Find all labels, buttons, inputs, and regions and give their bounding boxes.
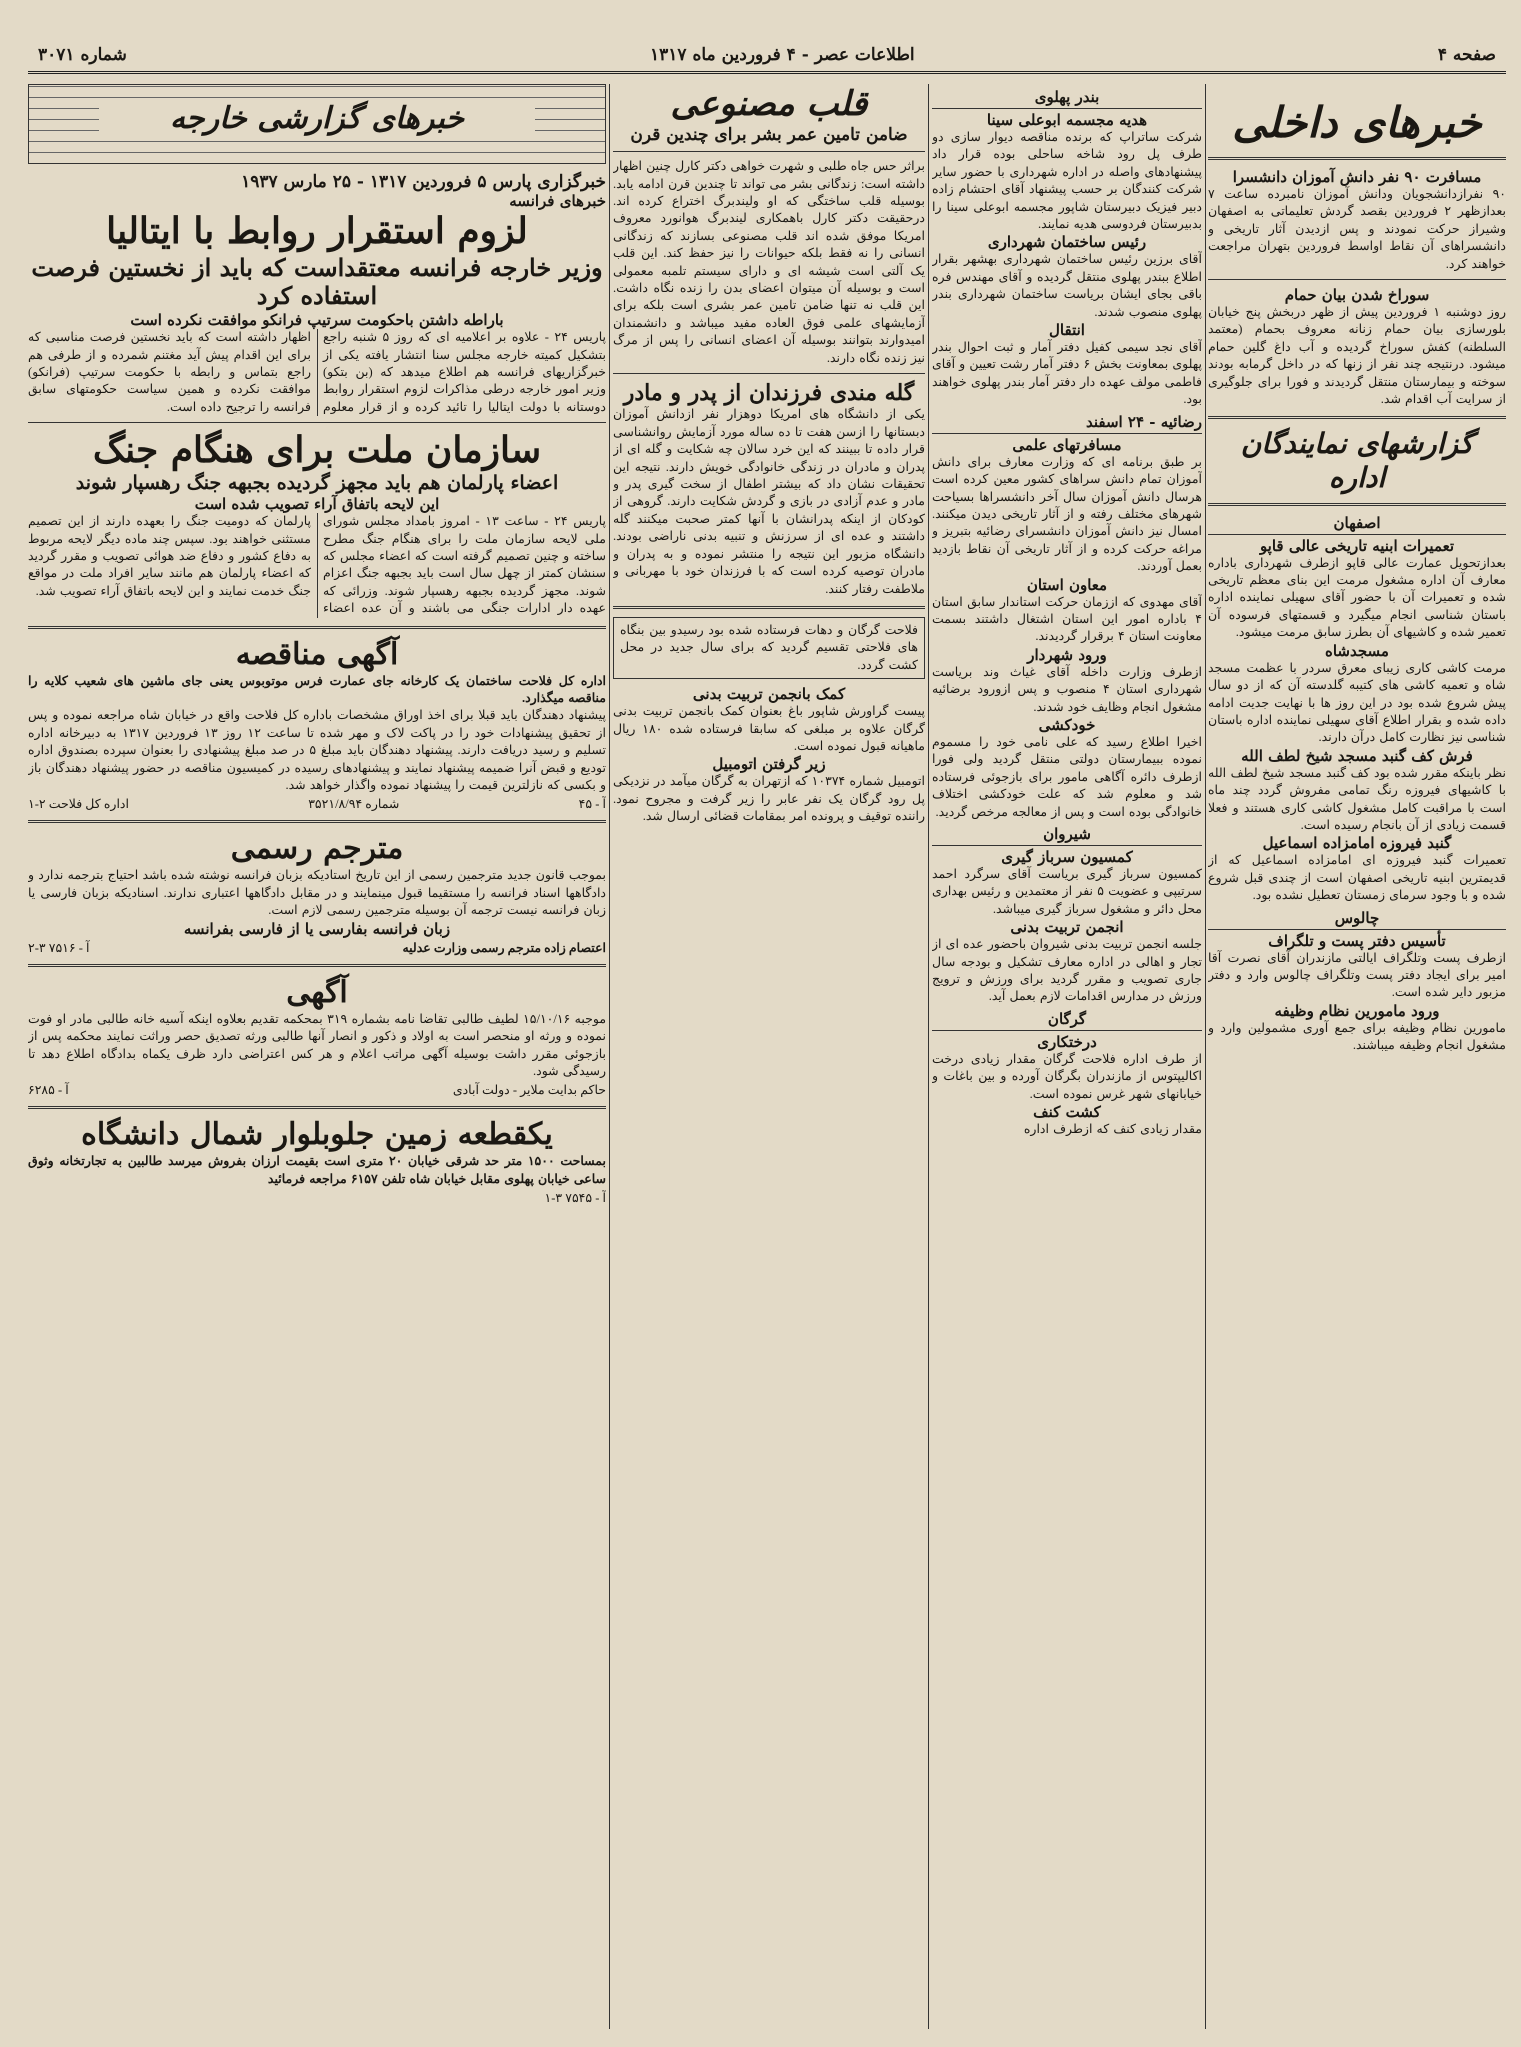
article-title: تعمیرات ابنیه تاریخی عالی قاپو (1259, 536, 1455, 555)
headline-sub2: باراطه داشتن باحکومت سرتیپ فرانکو موافقت نکرده است (130, 311, 504, 330)
article-title: کمسیون سرباز گیری (1001, 848, 1133, 866)
ad-signer: اعتصام زاده مترجم رسمی وزارت عدلیه (402, 940, 606, 955)
ad-body: بمساحت ۱۵۰۰ متر حد شرقی خیابان ۲۰ متری است بقیمت ارزان بفروش میرسد طالبین به تجارتخانه وثوق ساعی خیابان پهلوی مقابل خیابان شاه تلفن ۶۱۵۷ مراجعه فرمائید (28, 1154, 606, 1186)
article-body: پاریس ۲۴ - علاوه بر اعلامیه ای که روز ۵ شنبه راجع بتشکیل کمیته خارجه مجلس سنا انتشار یافته یکی از خبرگزاریهای فرانسه هم اطلاع میدهد که (بن بتکو) وزیر امور خارجه درطی مذاکرات لزوم استقرار روابط دوستانه با دولت ایتالیا را تائید کرده و از قرار معلوم اظهار داشته است که باید نخستین فرصت مناسبی که برای این اقدام پیش آید مغتنم شمرده و از طرفی هم راجع بتماس و رابطه با حکومت سرتیپ (فرانکو) موافقت نکرده و همین سیاست حکومتهای سابق فرانسه را ترجیح داده است. (28, 330, 606, 414)
city-heading: رضائیه - ۲۴ اسفند (932, 413, 1202, 434)
article-body: ۹۰ نفرازدانشجویان ودانش آموزان نامبرده ساعت ۷ بعدازظهر ۲ فروردین بقصد گردش تعلیماتی به اصفهان وشیراز حرکت نمودند و پس ازدیدن آثار تاریخی و دانشسراهای آن نقاط اواسط فروردین بتهران مراجعت خواهند کرد. (1208, 187, 1506, 271)
headline: سازمان ملت برای هنگام جنگ (92, 429, 542, 472)
article-body: آقای مهدوی که اززمان حرکت استاندار سابق استان ۴ باداره امور این استان اشتغال داشتند بسمت معاونت استان ۴ برقرار گردیدند. (932, 594, 1202, 644)
ad-lead: اداره کل فلاحت ساختمان یک کارخانه جای عمارت فرس موتوبوس یعنی جای ماشین های شعیب کلایه را مناقصه میگذارد. (28, 673, 606, 706)
article-body: فلاحت گرگان و دهات فرستاده شده بود رسیدو بین بنگاه های فلاحتی تقسیم گردید که برای سال جدید در محل کشت گردد. (620, 622, 918, 672)
article-title: سوراخ شدن بیان حمام (1284, 286, 1430, 305)
city-heading: چالوس (1208, 909, 1506, 930)
article-title: زیر گرفتن اتومبیل (712, 755, 826, 774)
city-heading: شیروان (932, 825, 1202, 846)
section-label: خبرهای فرانسه (509, 192, 606, 211)
article-body: ازطرف وزارت داخله آقای غیاث وند بریاست شهرداری استان ۴ منصوب و پس ازورود برضائیه مشغول انجام وظایف خود شدند. (932, 664, 1202, 714)
ad-title: مترجم رسمی (230, 831, 404, 867)
city-heading: بندر پهلوی (932, 88, 1202, 109)
article-body: اخیرا اطلاع رسید که علی نامی خود را مسموم نموده ببیمارستان دولتی منتقل گردید ولی فورا ازطرف دائره آگاهی مامور برای بازجوئی فرستاده شد و معلوم شد که علت خودکشی اختلاف خانوادگی بوده است و پس از معالجه مرخص گردید. (932, 734, 1202, 819)
ad-body: بموجب قانون جدید مترجمین رسمی از این تاریخ استادیکه بزبان فرانسه نوشته شده باشد احتیاج بترجمه ندارد و دادگاهها اسناد فرانسه را مستقیما قبول مینمایند و در مقابل دادگاهها اعتباری ندارند. اسنادیکه بزبان فارسی یا زبان فرانسه نیست ترجمه آن بوسیله مترجمین رسمی لازم است. (28, 868, 606, 918)
masthead (28, 38, 1506, 74)
ad-ref: شماره ۳۵۲۱/۸/۹۴ (308, 797, 400, 812)
article-title: فرش کف گنبد مسجد شیخ لطف الله (1241, 746, 1473, 765)
article-title: گله مندی فرزندان از پدر و مادر (623, 380, 915, 407)
column-rule (928, 84, 929, 2029)
article-title: معاون استان (1026, 575, 1108, 594)
headline: لزوم استقرار روابط با ایتالیا (106, 210, 528, 253)
ad-body: موجبه ۱۵/۱۰/۱۶ لطیف طالبی تقاضا نامه بشماره ۳۱۹ بمحکمه تقدیم بعلاوه اینکه آسیه خانه طالبی مادر او فوت نموده و ورثه او منحصر است به اولاد و ذکور و انصار آنها طالبی ورثه تصدیق حصر وراثت نمایند محکمه پس از بازجوئی مقرر داشت بوسیله آگهی مراتب اعلام و هر کس اعتراضی دارد ظرف یکماه بدادگاه اطلاع دهد تا رسیدگی شود. (28, 1011, 606, 1078)
city-heading: اصفهان (1208, 514, 1506, 535)
article-title: انتقال (1049, 321, 1085, 340)
article-body: بعدازتحویل عمارت عالی قاپو ازطرف شهرداری باداره معارف آن اداره مشغول مرمت این بنای معظم تاریخی شده و تعمیرات آن با حضور آقای سهیلی نماینده اداره باستان شناسی انجام میگیرد و قسمتهای فرسوده آن تعمیر شده و کاشیهای آن بطرز سابق مرمت میشود. (1208, 555, 1506, 640)
article-title: انجمن تربیت بدنی (1010, 918, 1124, 937)
article-body: از طرف اداره فلاحت گرگان مقدار زیادی درخت اکالیپتوس از مازندران بگرگان آورده و بین باغات و خیابانهای شهر غرس نموده است. (932, 1051, 1202, 1101)
continued-box (613, 617, 925, 679)
article-body: بر طبق برنامه ای که وزارت معارف برای دانش آموزان تمام دانش سراهای کشور معین کرده است هرسال دانش آموزان سال آخر دانشسراها بسیاحت شهرهای مختلف رفته و از آثار تاریخی دیدن میکنند. امسال نیز دانش آموزان دانشسرای رضائیه بتبریز و مراغه حرکت کرده و از آثار تاریخی آن نقاط بازدید بعمل آوردند. (932, 454, 1202, 574)
ad-footer (28, 1190, 606, 1206)
ad-title: یکقطعه زمین جلوبلوار شمال دانشگاه (81, 1117, 553, 1153)
ad-footer (28, 940, 606, 956)
article-body: مرمت کاشی کاری زیبای معرق سردر با عظمت مسجد شاه و تعمیه کاشی های کتیبه گلدسته آن که از دو سال پیش شروع شده بود در این روز ها با نهایت جدیت ادامه داده شده و بقرار اطلاع آقای سهیلی نماینده اداره باستان شناسی نیز نظارت کامل درآن دارند. (1208, 660, 1506, 745)
headline-sub: وزیر خارجه فرانسه معتقداست که باید از نخستین فرصت استفاده کرد (31, 252, 603, 311)
foreign-news-banner (28, 84, 606, 164)
headline-sub2: این لایحه باتفاق آراء تصویب شده است (194, 495, 440, 514)
issue-number: شماره ۳۰۷۱ (38, 44, 127, 65)
article-body: پاریس ۲۴ - ساعت ۱۳ - امروز بامداد مجلس شورای ملی لایحه سازمان ملت را برای هنگام جنگ مطرح ساخته و چنین تصمیم گرفته است که اعضاء مجلس که سنشان کمتر از چهل سال است باید بجبهه جنگ اعزام شوند. مجهز گردیده بجبهه رهسپار شوند. وزرائی که عهده دار ادارات جنگی می باشند و آن عده اعضاء پارلمان که دومیت جنگ را بعهده دارند از این تصمیم مستثنی خواهند بود. سپس چند ماده دیگر لایحه مربوط به دفاع کشور و دفاع ضد هوائی تصویب و مقرر گردید که اعضاء پارلمان هم مانند سایر افراد ملت در مواقع جنگ خدمت نمایند و این لایحه باتفاق آراء تصویب شد. (28, 514, 606, 616)
ad-title: آگهی (286, 974, 348, 1010)
article-title: مسافرت ۹۰ نفر دانش آموزان دانشسرا (1232, 168, 1482, 186)
feature-subtitle: ضامن تامین عمر بشر برای چندین قرن (630, 124, 908, 145)
newspaper-page (28, 38, 1506, 2033)
ad-footer (28, 796, 606, 812)
column-foreign (28, 84, 606, 2034)
dateline: خبرگزاری پارس ۵ فروردین ۱۳۱۷ - ۲۵ مارس ۱۹۳۷ (241, 172, 606, 192)
article-body: اتومبیل شماره ۱۰۳۷۴ که ازتهران به گرگان میآمد در نزدیکی پل رود گرگان یک نفر عابر را زیر گرفت و مجروح نمود. راننده توقیف و پرونده امر بمقامات قضائی ارسال شد. (613, 774, 925, 824)
ad-bold-line: زبان فرانسه بفارسی یا از فارسی بفرانسه (183, 919, 451, 938)
article-body: مامورین نظام وظیفه برای جمع آوری مشمولین وارد و مشغول انجام وظیفه میباشند. (1208, 1020, 1506, 1053)
article-title: کمک بانجمن تربیت بدنی (692, 685, 846, 704)
article-title: هدیه مجسمه ابوعلی سینا (986, 111, 1148, 129)
article-body: جلسه انجمن تربیت بدنی شیروان باحضور عده ای از تجار و اهالی در اداره معارف تشکیل و بودجه سال جاری تصویب و مقرر گردید برای ورزش و ترویج ورزش در مدارس اقدامات لازم بعمل آید. (932, 937, 1202, 1004)
ad-body: پیشنهاد دهندگان باید قبلا برای اخذ اوراق مشخصات باداره کل فلاحت واقع در خیابان شاه مراجعه نموده و پس از تحقیق پیشنهادات خود را در پاکت لاک و مهر شده تا ساعت ۱۲ روز ۱۳ فروردین ۱۳۱۷ به دبیرخانه اداره تسلیم و رسید دریافت دارند. پیشنهاد دهندگان باید مبلغ ۵ در صد مبلغ پیشنهادی را بعنوان سپرده بصندوق اداره تودیع و قبض آنرا ضمیمه پیشنهاد نمایند و پیشنهادهای رسیده در کمیسیون مناقصه در حضور پیشنهاد دهندگان باز و بکسی که نازلترین قیمت را پیشنهاد نموده واگذار خواهد شد. (28, 708, 606, 793)
article-body: مقدار زیادی کنف که ازطرف اداره (1023, 1122, 1202, 1137)
ad-code: آ - ۷۵۴۵ ۳-۱ (544, 1191, 606, 1206)
column-features (613, 84, 925, 2034)
article-title: درختکاری (1037, 1032, 1097, 1051)
banner-text: خبرهای گزارشی خارجه (99, 101, 535, 136)
headline-sub: اعضاء پارلمان هم باید مجهز گردیده بجبهه جنگ رهسپار شوند (75, 472, 559, 495)
reports-title: گزارشهای نمایندگان اداره (1240, 427, 1474, 495)
article-title: رئیس ساختمان شهرداری (987, 233, 1147, 252)
article-title: ورود شهردار (1027, 645, 1107, 664)
ad-signer: حاکم بدایت ملایر - دولت آبادی (452, 1083, 606, 1098)
column-rule (1205, 84, 1206, 2029)
ad-code: آ - ۴۵ (578, 797, 606, 812)
ad-code: آ - ۷۵۱۶ ۳-۲ (28, 940, 90, 955)
article-body: پیست گراورش شاپور باغ بعنوان کمک بانجمن تربیت بدنی گرگان علاوه بر مبلغی که سابقا فرستاده شده ۱۸۰ ریال ماهیانه قبول نموده است. (613, 704, 925, 753)
article-body: روز دوشنبه ۱ فروردین پیش از ظهر دربخش پنج خیابان بلورسازی بیان حمام زنانه معروف بحمام (معتمد السلطنه) کفش سوراخ گردیده و آب داغ گلین حمام میشود. درنتیجه چند نفر از زنها که در داخل گرمابه بودند سوخته و بیمارستان منتقل گردیدند و فورا برای جلوگیری از سرایت آب اقدام شد. (1208, 305, 1506, 407)
ad-title: آگهی مناقصه (235, 636, 399, 672)
city-heading: گرگان (932, 1010, 1202, 1031)
column-domestic (1208, 84, 1506, 2034)
article-body: تعمیرات گنبد فیروزه ای امامزاده اسماعیل که از قدیمترین ابنیه تاریخی اصفهان است از چندی قبل شروع شده و با وجود سرمای زمستان تعطیل نشده بود. (1208, 853, 1506, 903)
column-rule (609, 84, 610, 2029)
ad-signer: اداره کل فلاحت ۲-۱ (28, 797, 129, 812)
column-provinces (932, 84, 1202, 2034)
article-body: کمسیون سرباز گیری بریاست آقای سرگرد احمد سرتیپی و عضویت ۵ نفر از معتمدین و رئیس بهداری محل دائر و مشغول سرباز گیری میباشد. (932, 867, 1202, 916)
issue-date: اطلاعات عصر - ۴ فروردین ماه ۱۳۱۷ (650, 44, 915, 65)
ad-code: آ - ۶۲۸۵ (28, 1083, 69, 1098)
article-body: آقای نجد سیمی کفیل دفتر آمار و ثبت احوال بندر پهلوی بمعاونت بخش ۶ دفتر آمار رشت تعیین و آقای فاطمی مولف عهده دار دفتر آمار بندر پهلوی خواهند بود. (932, 340, 1202, 407)
ad-footer (28, 1082, 606, 1098)
article-body: آقای برزین رئیس ساختمان شهرداری بهشهر بقرار اطلاع ببندر پهلوی منتقل گردیده و آقای مهندس فره باقی بجای ایشان بریاست ساختمان شهرداری بندر پهلوی منصوب شدند. (932, 252, 1202, 319)
page-number: صفحه ۴ (1437, 44, 1496, 65)
article-title: مسافرتهای علمی (1012, 435, 1122, 454)
article-title: گنبد فیروزه امامزاده اسماعیل (1262, 834, 1452, 853)
article-body: یکی از دانشگاه های امریکا دوهزار نفر ازدانش آموزان دبستانها را ازسن هفت تا ده ساله مورد آزمایش روانشناسی قرار داده تا ببینند که این خرد سالان چه شکایت و گله ای از پدران و مادران در زندگی خانوادگی خویش دارند. نتیجه این تحقیقات نشان داد که بیشتر اطفال از سخت گیری پدر و مادر و عدم آزادی در بازی و گردش شکایت دارند. گروهی از کودکان از اینکه پدرانشان با آنها کمتر صحبت میکنند گله داشتند و عده ای از سرزنش و تنبیه بدنی ناراضی بودند. دانشگاه مزبور این نتیجه را منتشر نموده و به پدران و مادران توصیه کرده است که با فرزندان خود با مهربانی و ملاطفت رفتار کنند. (613, 407, 925, 596)
article-title: خودکشی (1038, 715, 1096, 734)
article-title: مسجدشاه (1325, 641, 1389, 660)
article-body: شرکت ساتراپ که برنده مناقصه دیوار سازی دو طرف پل رود شاخه ساحلی بوده قرار داد پیشنهادهای واصله در اداره شهرداری با حضور سایر شرکت کنندگان بر حسب پیشنهاد آقای احتشام زاده دبیر فیزیک دبیرستان شاپور مجسمه ابوعلی سینا را بدبیرستان فردوسی هدیه نمایند. (932, 130, 1202, 232)
article-title: کشت کنف (1033, 1103, 1101, 1122)
article-title: ورود مامورین نظام وظیفه (1274, 1001, 1440, 1020)
article-body: ازطرف پست وتلگراف ایالتی مازندران آقای نصرت آقا امیر برای ایجاد دفتر پست وتلگراف چالوس وارد و دفتر مزبور دایر شده است. (1208, 950, 1506, 1000)
article-body: براثر حس جاه طلبی و شهرت خواهی دکتر کارل چنین اظهار داشته است: زندگانی بشر می تواند تا چندین قرن ادامه یابد. بوسیله قلب ساختگی که او ولیندبرگ اختراع کرده اند. درحقیقت دکتر کارل باهمکاری لیندبرگ هوانورد معروف امریکا موفق شده اند قلب مصنوعی بسازند که زندگانی انسانی را نه فقط بلکه حیوانات را نیز حفظ کند. این قلب یک آلتی است شیشه ای و دارای سیستم تلمبه معمولی است و بوسیله آن میتوان اعضای بدن را زنده نگاه داشت. این قلب نه تنها ضامن تامین عمر بشری است بلکه برای آزمایشهای علمی فوق العاده مفید میباشد و دانشمندان امیدوارند بتوانند بوسیله آن اعضای انسانی را پس از مرگ نیز زنده نگاه دارند. (613, 159, 925, 365)
article-title: تأسیس دفتر پست و تلگراف (1268, 931, 1446, 950)
article-body: نظر باینکه مقرر شده بود کف گنبد مسجد شیخ لطف الله با کاشیهای فیروزه رنگ تمامی مفروش گردد چند ماه است با مراقبت کامل مشغول کاشی کاری هستند و فعلا قسمت زیادی از آن بانجام رسیده است. (1208, 765, 1506, 832)
section-title-domestic: خبرهای داخلی (1208, 84, 1506, 160)
feature-title: قلب مصنوعی (670, 84, 868, 124)
